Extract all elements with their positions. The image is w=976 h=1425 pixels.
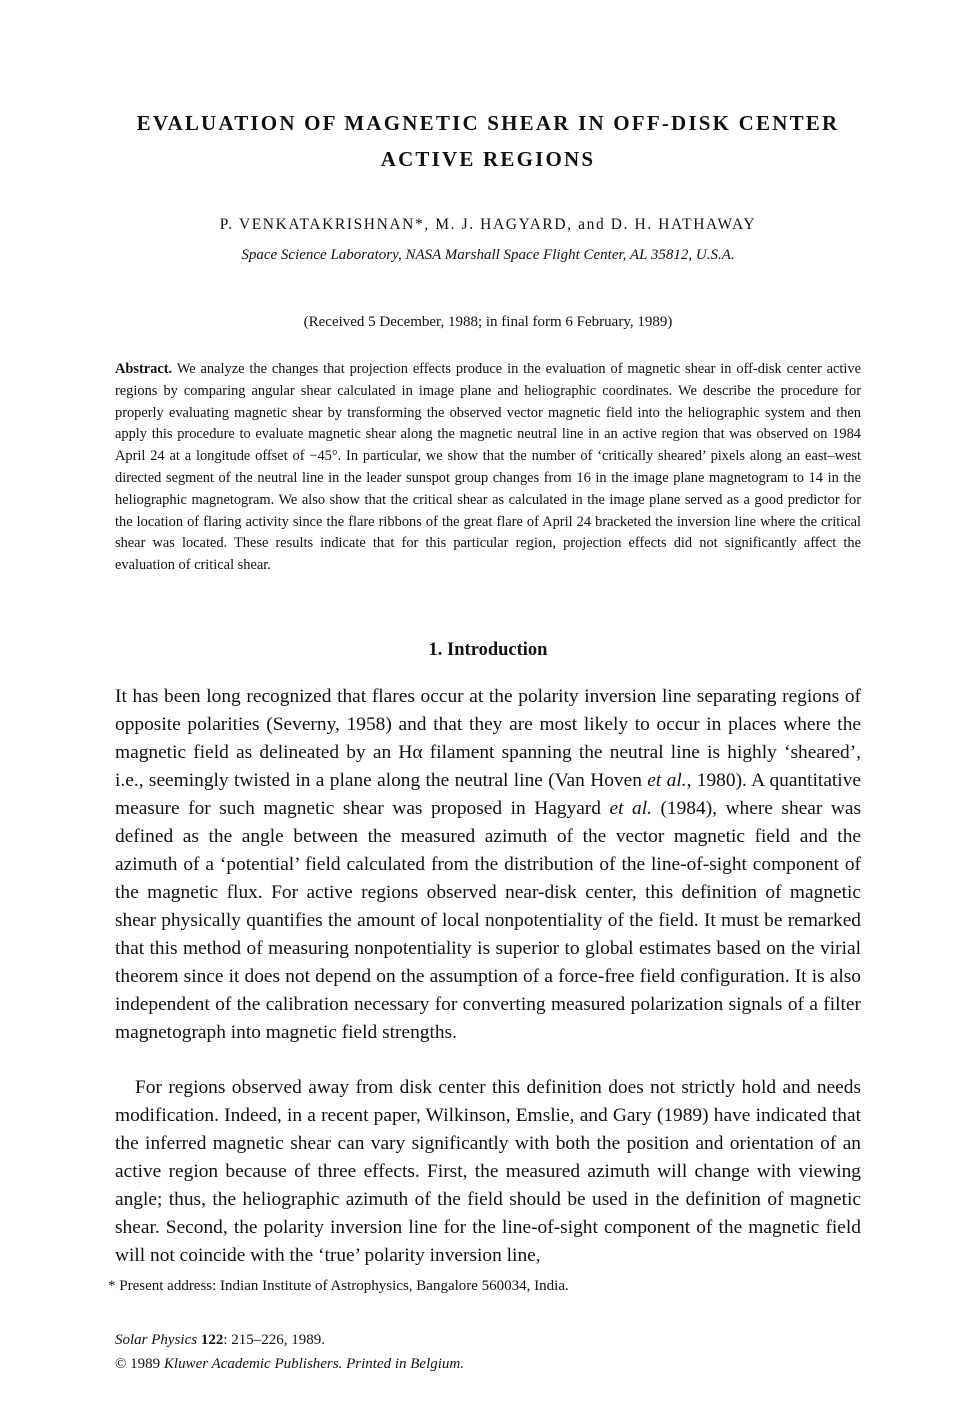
paper-title xyxy=(100,105,876,177)
paragraph-1-part-2: , 1980). A quantitative measure for such magnetic shear was proposed in Hagyard xyxy=(115,770,861,819)
copyright-line xyxy=(115,1352,464,1376)
journal-name: Solar Physics xyxy=(115,1332,198,1348)
paragraph-1-part-3: (1984), where shear was defined as the angle between the measured azimuth of the vector magnetic field and the azimuth of a ‘potential’ field calculated from the distribution of the line-of-sight component of the magnetic flux. For active regions observed near-disk center, this definition of magnetic shear physically quantifies the amount of local nonpotentiality of the field. It must be remarked that this method of measuring nonpotentiality is superior to global estimates based on the virial theorem since it does not depend on the assumption of a force-free field configuration. It is also independent of the calibration necessary for converting measured polarization signals of a filter magnetograph into magnetic field strengths. xyxy=(115,798,861,1043)
section-heading: 1. Introduction xyxy=(428,640,548,660)
journal-info xyxy=(115,1328,464,1376)
publisher: Kluwer Academic Publishers. Printed in Belgium. xyxy=(163,1356,465,1372)
abstract xyxy=(115,359,861,577)
copyright-prefix: © 1989 xyxy=(115,1356,164,1372)
title-line-2: ACTIVE REGIONS xyxy=(380,147,596,171)
paragraph-1-etal-2: et al. xyxy=(609,798,652,819)
journal-volume: 122 xyxy=(200,1332,224,1348)
body-paragraph-2: For regions observed away from disk center this definition does not strictly hold and needs modification. Indeed, in a recent paper, Wilkinson, Emslie, and Gary (1989) have indicated that the inferred magnetic shear can vary significantly with both the position and orientation of an active region because of three effects. First, the measured azimuth will change with viewing angle; thus, the heliographic azimuth of the field should be used in the definition of magnetic shear. Second, the polarity inversion line for the line-of-sight component of the magnetic field will not coincide with the ‘true’ polarity inversion line, xyxy=(115,1077,861,1266)
title-line-1: EVALUATION OF MAGNETIC SHEAR IN OFF-DISK CENTER xyxy=(136,111,840,135)
body-paragraph-1 xyxy=(115,683,861,1047)
journal-citation xyxy=(115,1328,464,1352)
abstract-text: We analyze the changes that projection effects produce in the evaluation of magnetic shear in off-disk center active regions by comparing angular shear calculated in image plane and heliographic coordinates. We describe the procedure for properly evaluating magnetic shear by transforming the observed vector magnetic field into the heliographic system and then apply this procedure to evaluate magnetic shear along the magnetic neutral line in an active region that was observed on 1984 April 24 at a longitude offset of −45°. In particular, we show that the number of ‘critically sheared’ pixels along an east–west directed segment of the neutral line in the leader sunspot group changes from 16 in the image plane magnetogram to 14 in the heliographic magnetogram. We also show that the critical shear as calculated in the image plane served as a good predictor for the location of flaring activity since the flare ribbons of the great flare of April 24 bracketed the inversion line where the critical shear was located. These results indicate that for this particular region, projection effects did not significantly affect the evaluation of critical shear. xyxy=(115,361,862,574)
received-dates: (Received 5 December, 1988; in final form 6 February, 1989) xyxy=(303,314,673,330)
abstract-label: Abstract. xyxy=(115,361,173,377)
footnote: * Present address: Indian Institute of Astrophysics, Bangalore 560034, India. xyxy=(108,1278,569,1294)
affiliation: Space Science Laboratory, NASA Marshall Space Flight Center, AL 35812, U.S.A. xyxy=(241,247,735,263)
journal-pages: : 215–226, 1989. xyxy=(223,1332,325,1348)
author-list: P. VENKATAKRISHNAN*, M. J. HAGYARD, and D. H. HATHAWAY xyxy=(219,216,757,233)
paragraph-1-part-1: It has been long recognized that flares occur at the polarity inversion line separating regions of opposite polarities (Severny, 1958) and that they are most likely to occur in places where the magnetic field as delineated by an Hα filament spanning the neutral line is highly ‘sheared’, i.e., seemingly twisted in a plane along the neutral line (Van Hoven xyxy=(115,686,861,791)
paragraph-1-etal-1: et al. xyxy=(647,770,687,791)
